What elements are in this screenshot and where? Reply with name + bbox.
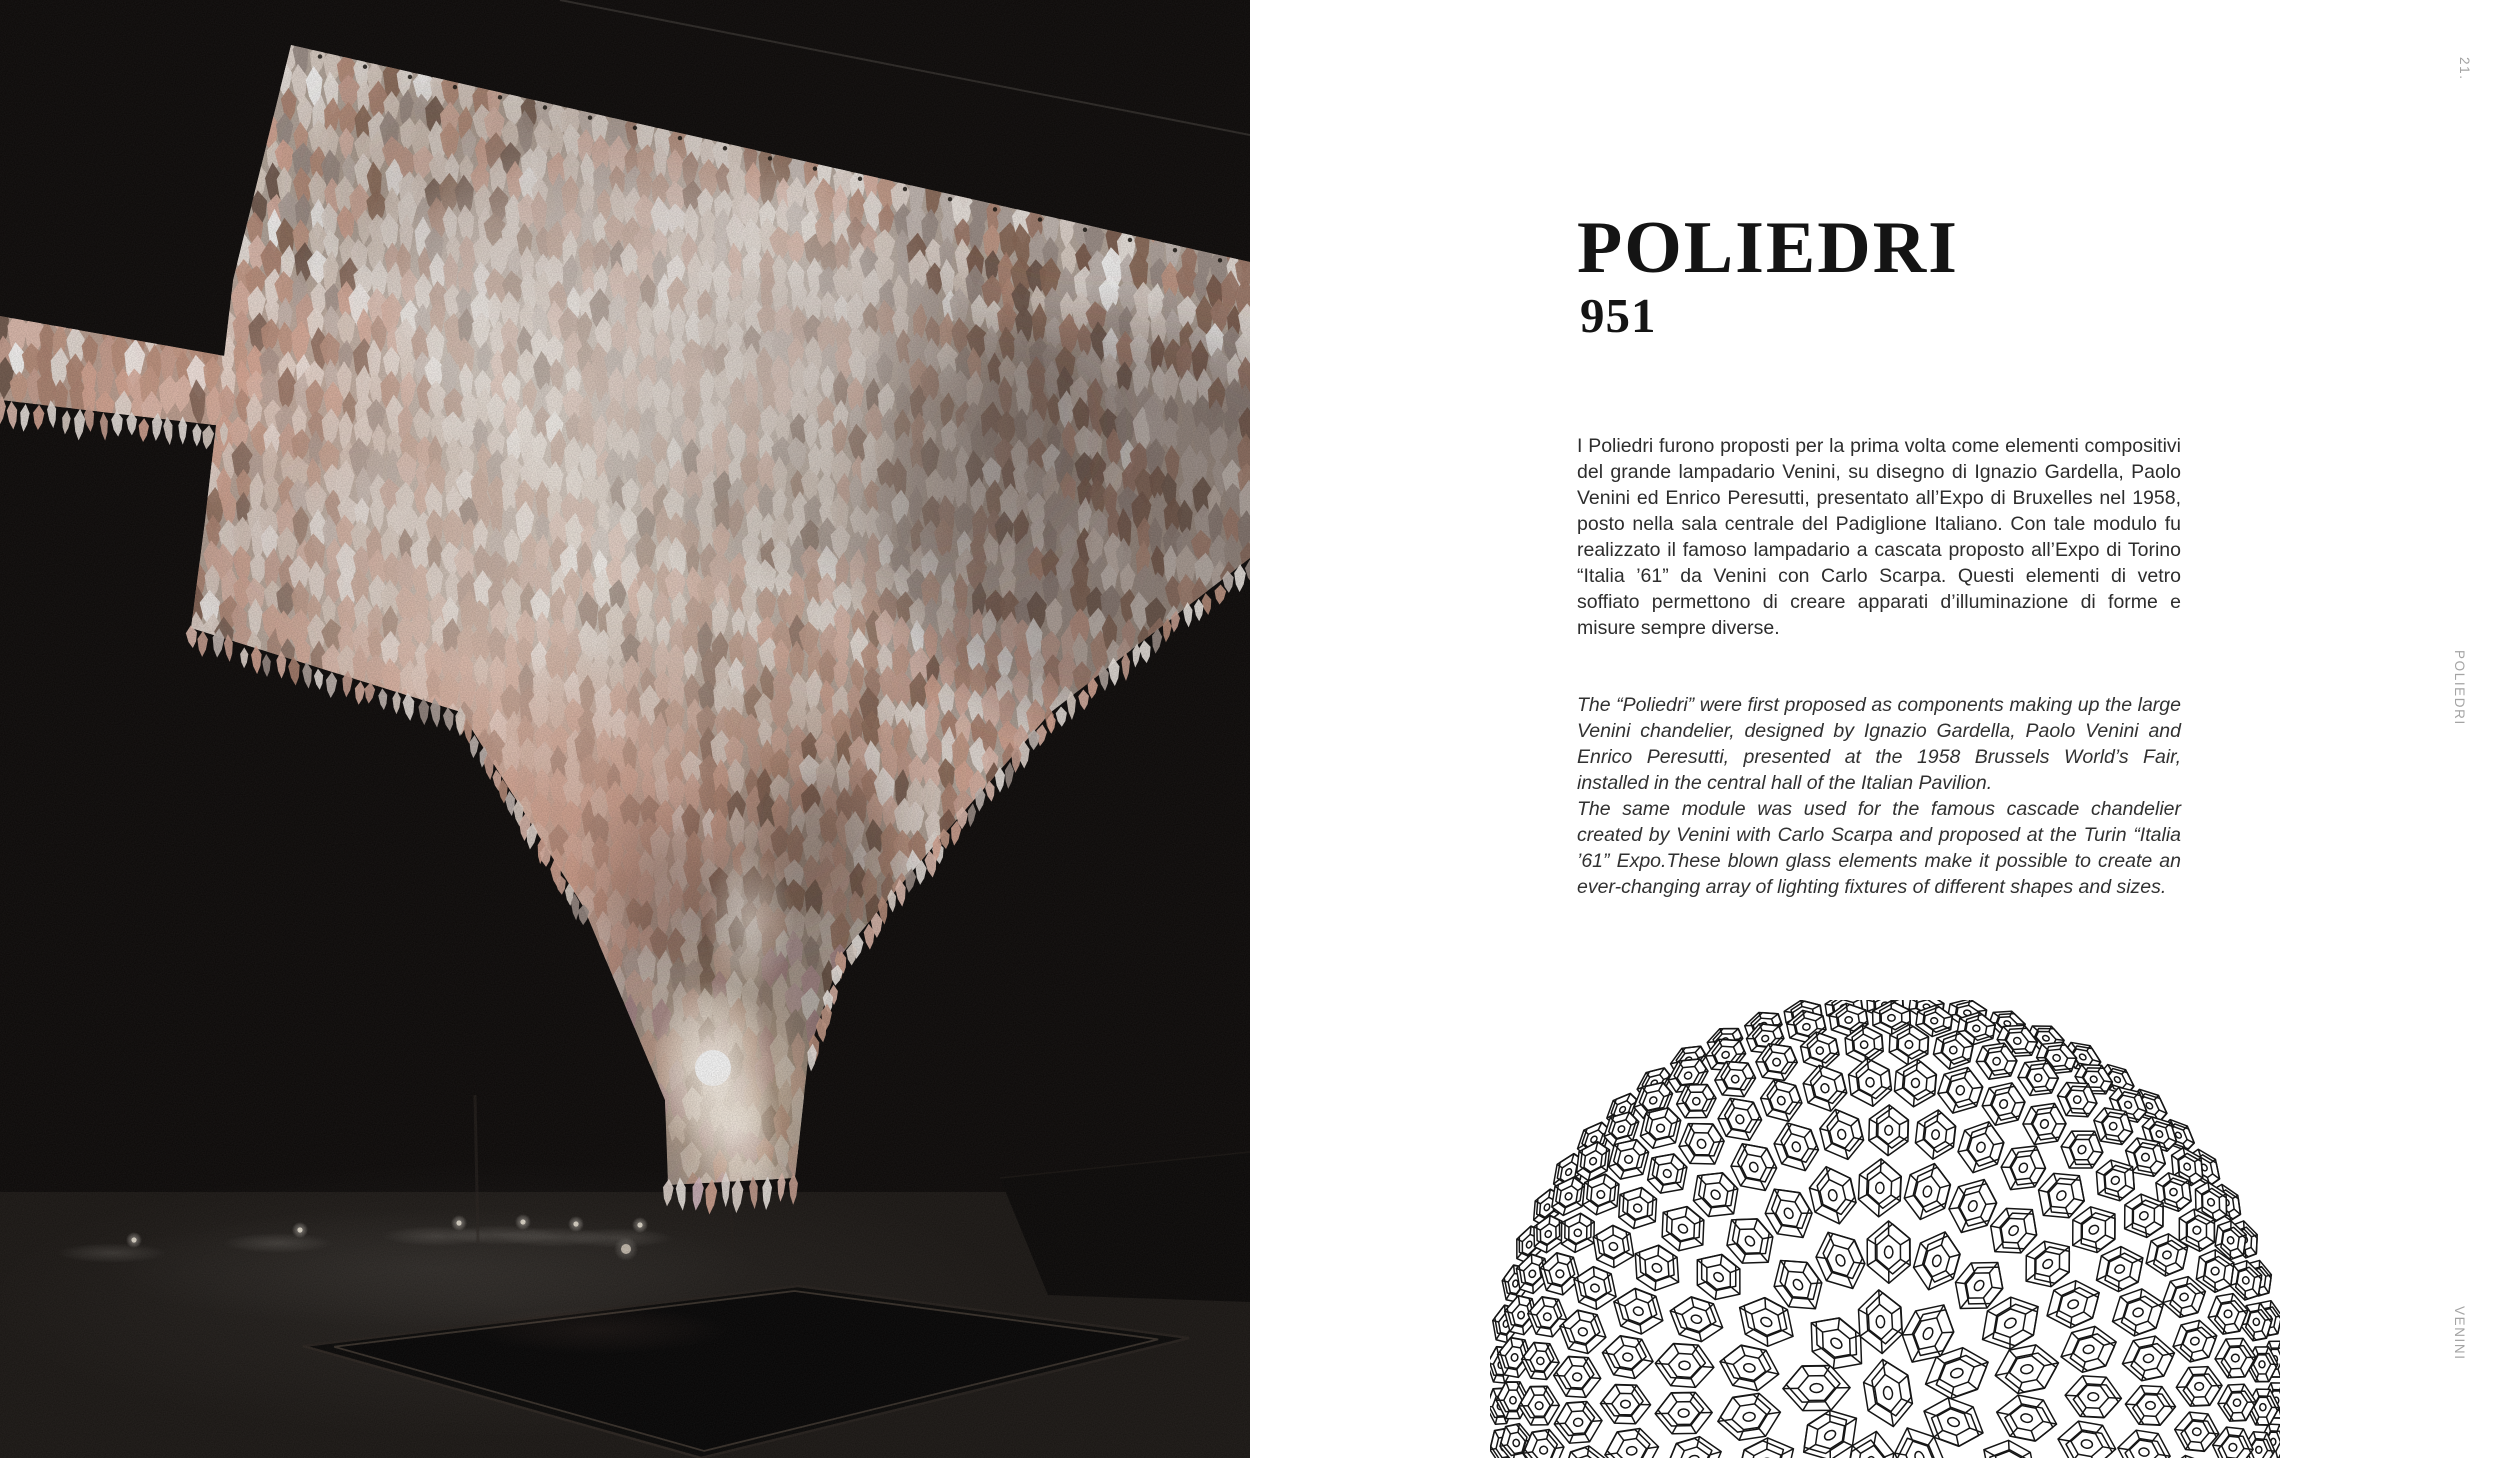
page-title: POLIEDRI xyxy=(1577,207,1959,289)
brand-side-label: VENINI xyxy=(2452,1306,2467,1361)
paragraph-english xyxy=(1577,692,2181,900)
paragraph-english-part2: The same module was used for the famous cascade chandelier created by Venini with Carlo Scarpa and proposed at the Turin “Italia ’61” Expo.These blown glass elements make it possible to create an ever-changing array of lighting fixtures of different shapes and sizes. xyxy=(1577,798,2181,898)
model-number: 951 xyxy=(1580,288,1657,343)
paragraph-english-part1: The “Poliedri” were first proposed as components making up the large Venini chandelier, designed by Ignazio Gardella, Paolo Venini and Enrico Peresutti, presented at the 1958 Brussels World’s Fair, installed in the central hall of the Italian Pavilion. xyxy=(1577,694,2181,794)
paragraph-italian xyxy=(1577,433,2181,641)
section-side-label: POLIEDRI xyxy=(2452,650,2467,726)
paragraph-italian-text: I Poliedri furono proposti per la prima volta come elementi compositivi del grande lampadario Venini, su disegno di Ignazio Gardella, Paolo Venini ed Enrico Peresutti, presentato all’Expo di Bruxelles nel 1958, posto nella sala centrale del Padiglione Italiano. Con tale modulo fu realizzato il famoso lampadario a cascata proposto all’Expo di Torino “Italia ’61” da Venini con Carlo Scarpa. Questi elementi di vetro soffiato permettono di creare apparati d’illuminazione di forme e misure sempre diverse. xyxy=(1577,435,2181,639)
poliedri-pattern-drawing xyxy=(1490,1000,2280,1458)
page-number: 21. xyxy=(2457,57,2472,81)
